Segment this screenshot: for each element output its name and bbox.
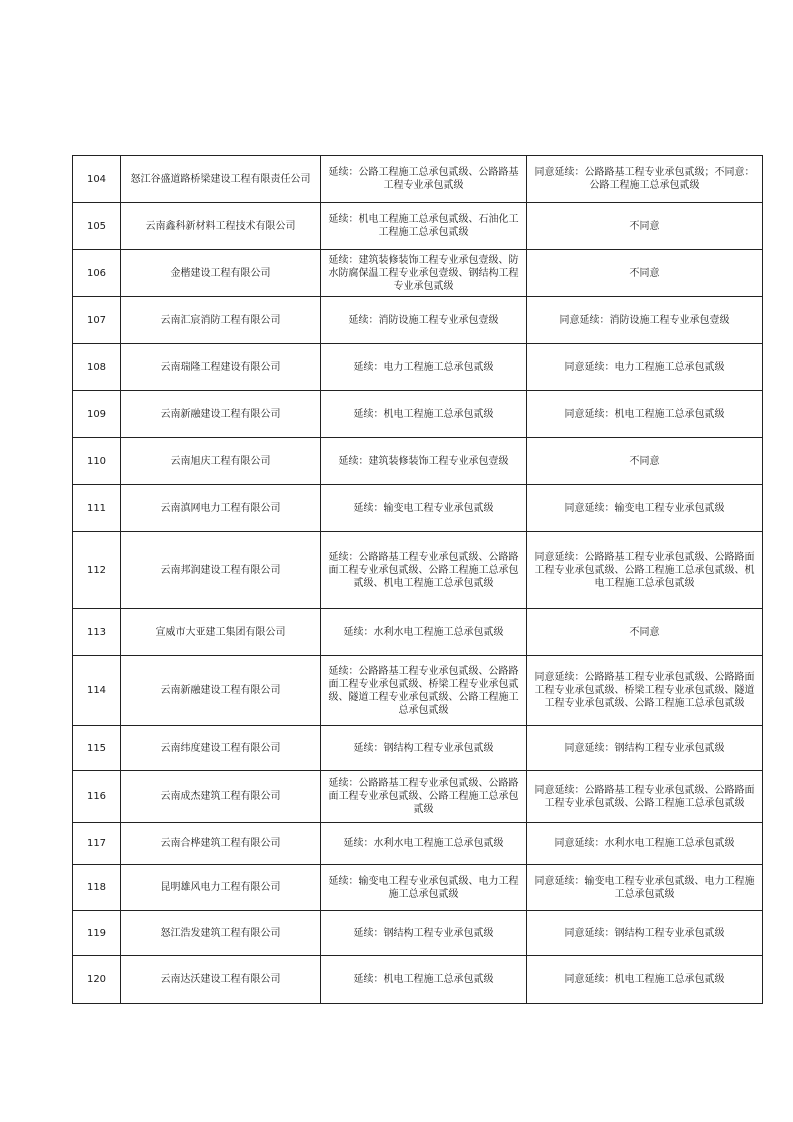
approval-result: 同意延续：钢结构工程专业承包贰级 xyxy=(527,911,763,956)
table-row xyxy=(73,391,763,438)
approval-result: 同意延续：机电工程施工总承包贰级 xyxy=(527,391,763,438)
row-number: 109 xyxy=(73,391,121,438)
approval-result: 同意延续：电力工程施工总承包贰级 xyxy=(527,344,763,391)
application-items: 延续：消防设施工程专业承包壹级 xyxy=(321,297,527,344)
application-items: 延续：电力工程施工总承包贰级 xyxy=(321,344,527,391)
row-number: 107 xyxy=(73,297,121,344)
approval-result: 同意延续：公路路基工程专业承包贰级；不同意：公路工程施工总承包贰级 xyxy=(527,156,763,203)
company-name: 怒江浩发建筑工程有限公司 xyxy=(121,911,321,956)
approval-result: 同意延续：水利水电工程施工总承包贰级 xyxy=(527,823,763,865)
application-items: 延续：公路路基工程专业承包贰级、公路路面工程专业承包贰级、公路工程施工总承包贰级 xyxy=(321,771,527,823)
application-items: 延续：输变电工程专业承包贰级 xyxy=(321,485,527,532)
row-number: 113 xyxy=(73,609,121,656)
row-number: 106 xyxy=(73,250,121,297)
qualification-approval-table xyxy=(72,155,763,1004)
table-row xyxy=(73,203,763,250)
company-name: 云南成杰建筑工程有限公司 xyxy=(121,771,321,823)
row-number: 117 xyxy=(73,823,121,865)
application-items: 延续：建筑装修装饰工程专业承包壹级、防水防腐保温工程专业承包壹级、钢结构工程专业承包贰级 xyxy=(321,250,527,297)
row-number: 120 xyxy=(73,956,121,1004)
approval-result: 同意延续：机电工程施工总承包贰级 xyxy=(527,956,763,1004)
approval-result: 同意延续：公路路基工程专业承包贰级、公路路面工程专业承包贰级、桥梁工程专业承包贰级、隧道工程专业承包贰级、公路工程施工总承包贰级 xyxy=(527,656,763,726)
approval-result: 同意延续：钢结构工程专业承包贰级 xyxy=(527,726,763,771)
application-items: 延续：建筑装修装饰工程专业承包壹级 xyxy=(321,438,527,485)
company-name: 云南新融建设工程有限公司 xyxy=(121,391,321,438)
row-number: 112 xyxy=(73,532,121,609)
application-items: 延续：输变电工程专业承包贰级、电力工程施工总承包贰级 xyxy=(321,865,527,911)
application-items: 延续：机电工程施工总承包贰级 xyxy=(321,391,527,438)
row-number: 110 xyxy=(73,438,121,485)
row-number: 111 xyxy=(73,485,121,532)
approval-result: 不同意 xyxy=(527,438,763,485)
table-row xyxy=(73,865,763,911)
company-name: 云南汇宸消防工程有限公司 xyxy=(121,297,321,344)
table-row xyxy=(73,771,763,823)
company-name: 云南合桦建筑工程有限公司 xyxy=(121,823,321,865)
table-row xyxy=(73,438,763,485)
company-name: 怒江谷盛道路桥梁建设工程有限责任公司 xyxy=(121,156,321,203)
company-name: 云南瑞隆工程建设有限公司 xyxy=(121,344,321,391)
application-items: 延续：机电工程施工总承包贰级 xyxy=(321,956,527,1004)
row-number: 105 xyxy=(73,203,121,250)
row-number: 114 xyxy=(73,656,121,726)
row-number: 115 xyxy=(73,726,121,771)
application-items: 延续：钢结构工程专业承包贰级 xyxy=(321,911,527,956)
application-items: 延续：机电工程施工总承包贰级、石油化工工程施工总承包贰级 xyxy=(321,203,527,250)
approval-result: 不同意 xyxy=(527,203,763,250)
company-name: 云南达沃建设工程有限公司 xyxy=(121,956,321,1004)
approval-result: 不同意 xyxy=(527,609,763,656)
company-name: 昆明雄风电力工程有限公司 xyxy=(121,865,321,911)
table-row xyxy=(73,297,763,344)
application-items: 延续：水利水电工程施工总承包贰级 xyxy=(321,823,527,865)
table-row xyxy=(73,156,763,203)
table-row xyxy=(73,250,763,297)
approval-result: 同意延续：输变电工程专业承包贰级 xyxy=(527,485,763,532)
application-items: 延续：钢结构工程专业承包贰级 xyxy=(321,726,527,771)
approval-result: 不同意 xyxy=(527,250,763,297)
application-items: 延续：公路工程施工总承包贰级、公路路基工程专业承包贰级 xyxy=(321,156,527,203)
approval-result: 同意延续：公路路基工程专业承包贰级、公路路面工程专业承包贰级、公路工程施工总承包贰级、机电工程施工总承包贰级 xyxy=(527,532,763,609)
application-items: 延续：公路路基工程专业承包贰级、公路路面工程专业承包贰级、桥梁工程专业承包贰级、隧道工程专业承包贰级、公路工程施工总承包贰级 xyxy=(321,656,527,726)
company-name: 云南滇网电力工程有限公司 xyxy=(121,485,321,532)
row-number: 119 xyxy=(73,911,121,956)
row-number: 104 xyxy=(73,156,121,203)
company-name: 云南纬度建设工程有限公司 xyxy=(121,726,321,771)
company-name: 宣威市大亚建工集团有限公司 xyxy=(121,609,321,656)
table-row xyxy=(73,823,763,865)
company-name: 云南鑫科新材料工程技术有限公司 xyxy=(121,203,321,250)
row-number: 108 xyxy=(73,344,121,391)
table-row xyxy=(73,344,763,391)
table-row xyxy=(73,656,763,726)
table-row xyxy=(73,911,763,956)
row-number: 116 xyxy=(73,771,121,823)
company-name: 云南新融建设工程有限公司 xyxy=(121,656,321,726)
approval-result: 同意延续：消防设施工程专业承包壹级 xyxy=(527,297,763,344)
approval-result: 同意延续：公路路基工程专业承包贰级、公路路面工程专业承包贰级、公路工程施工总承包贰级 xyxy=(527,771,763,823)
table-row xyxy=(73,609,763,656)
application-items: 延续：水利水电工程施工总承包贰级 xyxy=(321,609,527,656)
application-items: 延续：公路路基工程专业承包贰级、公路路面工程专业承包贰级、公路工程施工总承包贰级、机电工程施工总承包贰级 xyxy=(321,532,527,609)
company-name: 金楷建设工程有限公司 xyxy=(121,250,321,297)
approval-result: 同意延续：输变电工程专业承包贰级、电力工程施工总承包贰级 xyxy=(527,865,763,911)
company-name: 云南旭庆工程有限公司 xyxy=(121,438,321,485)
company-name: 云南邦润建设工程有限公司 xyxy=(121,532,321,609)
table-row xyxy=(73,485,763,532)
row-number: 118 xyxy=(73,865,121,911)
table-row xyxy=(73,726,763,771)
table-row xyxy=(73,956,763,1004)
table-row xyxy=(73,532,763,609)
